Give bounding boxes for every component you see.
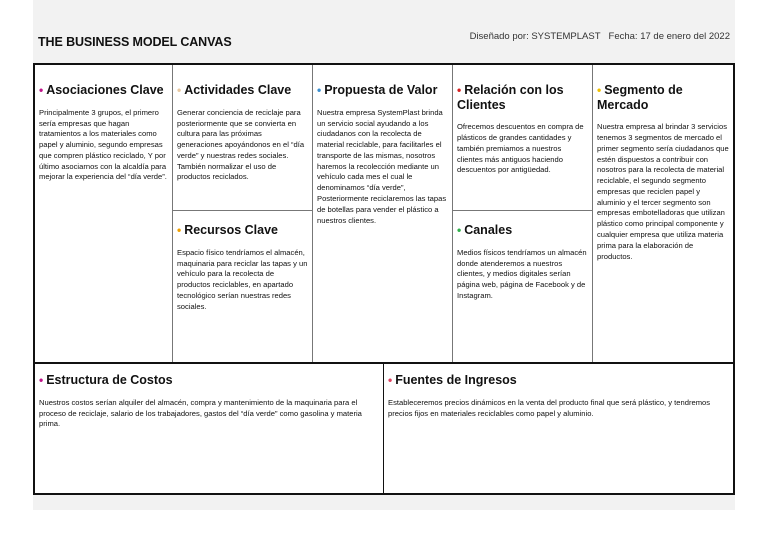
heading-label: Actividades Clave <box>184 83 292 97</box>
block-text: Principalmente 3 grupos, el primero sería empresas que hagan tratamientos a los materiales como papel y aluminio, segundo empresas que compren plástico reciclado, Y por último asociarnos con la alcaldía para mejorar la experiencia del “día verde”. <box>39 107 167 182</box>
block-heading <box>177 223 308 238</box>
block-text: Medios físicos tendríamos un almacén donde atenderemos a nuestros clientes, y medios digitales serían página web, página de Facebook y de Instagram. <box>457 247 587 300</box>
block-text: Ofrecemos descuentos en compra de plásticos de grandes cantidades y también premiamos a nuestros clientes más antiguos haciendo descuentos por antigüedad. <box>457 122 584 175</box>
block-fuentes-ingresos <box>384 373 733 493</box>
bullet-dot-icon: • <box>317 83 322 97</box>
block-text: Espacio físico tendríamos el almacén, maquinaria para reciclar las tapas y un vehículo para la recolecta de productos reciclables, en apartado tecnológico serían nuestras redes sociales. <box>177 247 308 311</box>
heading-label: Relación con los Clientes <box>457 83 564 112</box>
header-meta <box>470 31 730 42</box>
block-heading <box>39 373 379 388</box>
designed-by: Diseñado por: SYSTEMPLAST <box>469 31 601 42</box>
block-text: Nuestra empresa SystemPlast brinda un servicio social ayudando a los ciudadanos con la recolecta de material reciclable, para facilitarles el transporte de las mismas, nosotros haremos la recolección mediante un vehículo cada mes el cual le denominamos “día verde”, Posteriormente reciclaremos las tapas de botellas para vender el plástico a nuestros clientes. <box>317 107 447 225</box>
block-relacion-clientes <box>453 83 592 209</box>
block-asociaciones-clave <box>35 83 172 361</box>
heading-label: Propuesta de Valor <box>324 83 438 97</box>
divider <box>35 362 733 364</box>
heading-label: Canales <box>464 223 513 237</box>
document-date: Fecha: 17 de enero del 2022 <box>608 31 730 42</box>
divider <box>452 210 592 211</box>
block-segmento-mercado <box>593 83 733 361</box>
block-estructura-costos <box>35 373 383 493</box>
bullet-dot-icon: • <box>457 223 462 237</box>
block-heading <box>388 373 729 388</box>
block-heading <box>457 83 588 112</box>
block-text: Nuestra empresa al brindar 3 servicios tenemos 3 segmentos de mercado el primer segmento sería ciudadanos que estén dispuestos a contribuir con nosotros para la recolecta de material reciclable, el segundo segmento empresas que reciclen papel y aluminio y el tercer segmento son empresas embotelladoras que utilizan plástico como principal componente y cualquier empresa que utiliza materia prima para la elaboración de productos. <box>597 122 729 261</box>
block-canales <box>453 223 592 361</box>
block-actividades-clave <box>173 83 312 209</box>
heading-label: Segmento de Mercado <box>597 83 683 112</box>
bullet-dot-icon: • <box>457 83 462 97</box>
bullet-dot-icon: • <box>388 373 393 387</box>
block-recursos-clave <box>173 223 312 361</box>
block-text: Estableceremos precios dinámicos en la venta del producto final que será plástico, y tendremos precios fijos en materiales reciclables como papel y aluminio. <box>388 397 711 418</box>
block-heading <box>457 223 588 238</box>
block-text: Nuestros costos serían alquiler del almacén, compra y mantenimiento de la maquinaria para el proceso de reciclaje, salario de los trabajadores, gastos del “día verde” como gasolina y materia prima. <box>39 397 362 429</box>
block-heading <box>39 83 168 98</box>
bullet-dot-icon: • <box>39 83 44 97</box>
bullet-dot-icon: • <box>177 83 182 97</box>
heading-label: Asociaciones Clave <box>46 83 164 97</box>
business-model-canvas <box>33 63 735 495</box>
block-heading <box>177 83 308 98</box>
bullet-dot-icon: • <box>39 373 44 387</box>
heading-label: Fuentes de Ingresos <box>395 373 517 387</box>
page-title: THE BUSINESS MODEL CANVAS <box>38 35 232 49</box>
heading-label: Estructura de Costos <box>46 373 173 387</box>
heading-label: Recursos Clave <box>184 223 279 237</box>
block-propuesta-de-valor <box>313 83 452 361</box>
bullet-dot-icon: • <box>597 83 602 97</box>
block-heading <box>597 83 729 112</box>
block-heading <box>317 83 448 98</box>
bullet-dot-icon: • <box>177 223 182 237</box>
block-text: Generar conciencia de reciclaje para posteriormente que se convierta en cultura para las próximas generaciones apoyándonos en el “día verde” y nuestras redes sociales. También normalizar el uso de productos reciclados. <box>177 107 305 182</box>
divider <box>172 210 312 211</box>
